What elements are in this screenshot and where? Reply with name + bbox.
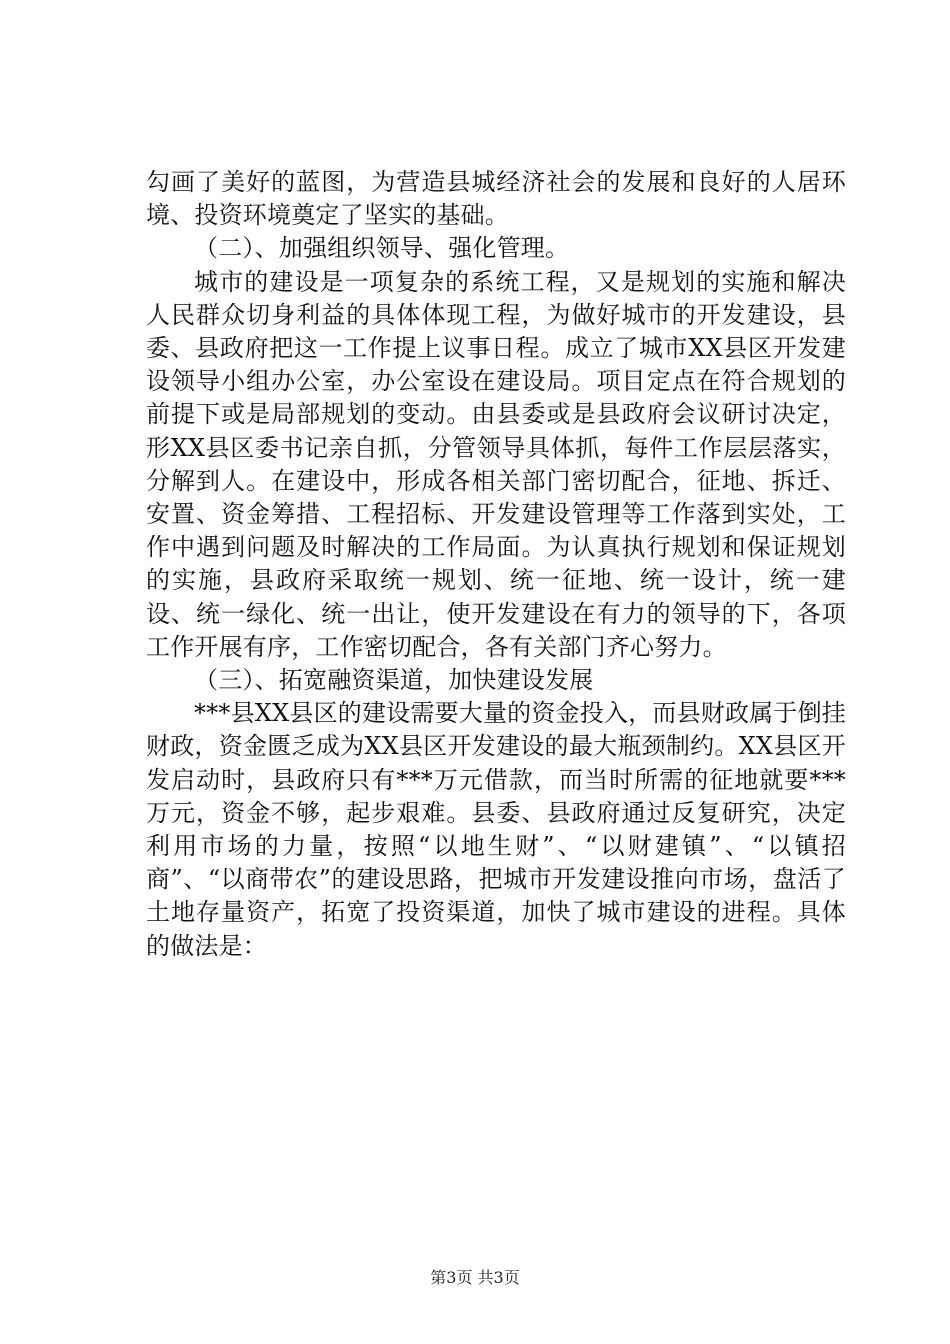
section-heading-2: （二）、加强组织领导、强化管理。 xyxy=(194,234,570,263)
paragraph-continuation: 勾画了美好的蓝图，为营造县城经济社会的发展和良好的人居环境、投资环境奠定了坚实的基础。 xyxy=(146,168,846,230)
paragraph-financing: ***县XX县区的建设需要大量的资金投入，而县财政属于倒挂财政，资金匮乏成为XX县区开发建设的最大瓶颈制约。XX县区开发启动时，县政府只有***万元借款，而当时所需的征地就要***万元，资金不够，起步艰难。县委、县政府通过反复研究，决定利用市场的力量，按照“以地生财”、“以财建镇”、“以镇招商”、“以商带农”的建设思路，把城市开发建设推向市场，盘活了土地存量资产，拓宽了投资渠道，加快了城市建设的进程。具体的做法是： xyxy=(146,699,846,960)
paragraph-organization: 城市的建设是一项复杂的系统工程，又是规划的实施和解决人民群众切身利益的具体体现工程，为做好城市的开发建设，县委、县政府把这一工作提上议事日程。成立了城市XX县区开发建设领导小组办公室，办公室设在建设局。项目定点在符合规划的前提下或是局部规划的变动。由县委或是县政府会议研讨决定，形XX县区委书记亲自抓，分管领导具体抓，每件工作层层落实，分解到人。在建设中，形成各相关部门密切配合，征地、拆迁、安置、资金筹措、工程招标、开发建设管理等工作落到实处，工作中遇到问题及时解决的工作局面。为认真执行规划和保证规划的实施，县政府采取统一规划、统一征地、统一设计，统一建设、统一绿化、统一出让，使开发建设在有力的领导的下，各项工作开展有序，工作密切配合，各有关部门齐心努力。 xyxy=(146,267,846,661)
section-heading-3: （三）、拓宽融资渠道，加快建设发展 xyxy=(194,666,594,695)
document-body xyxy=(146,166,846,963)
page-footer: 第3页 共3页 xyxy=(430,1268,520,1287)
